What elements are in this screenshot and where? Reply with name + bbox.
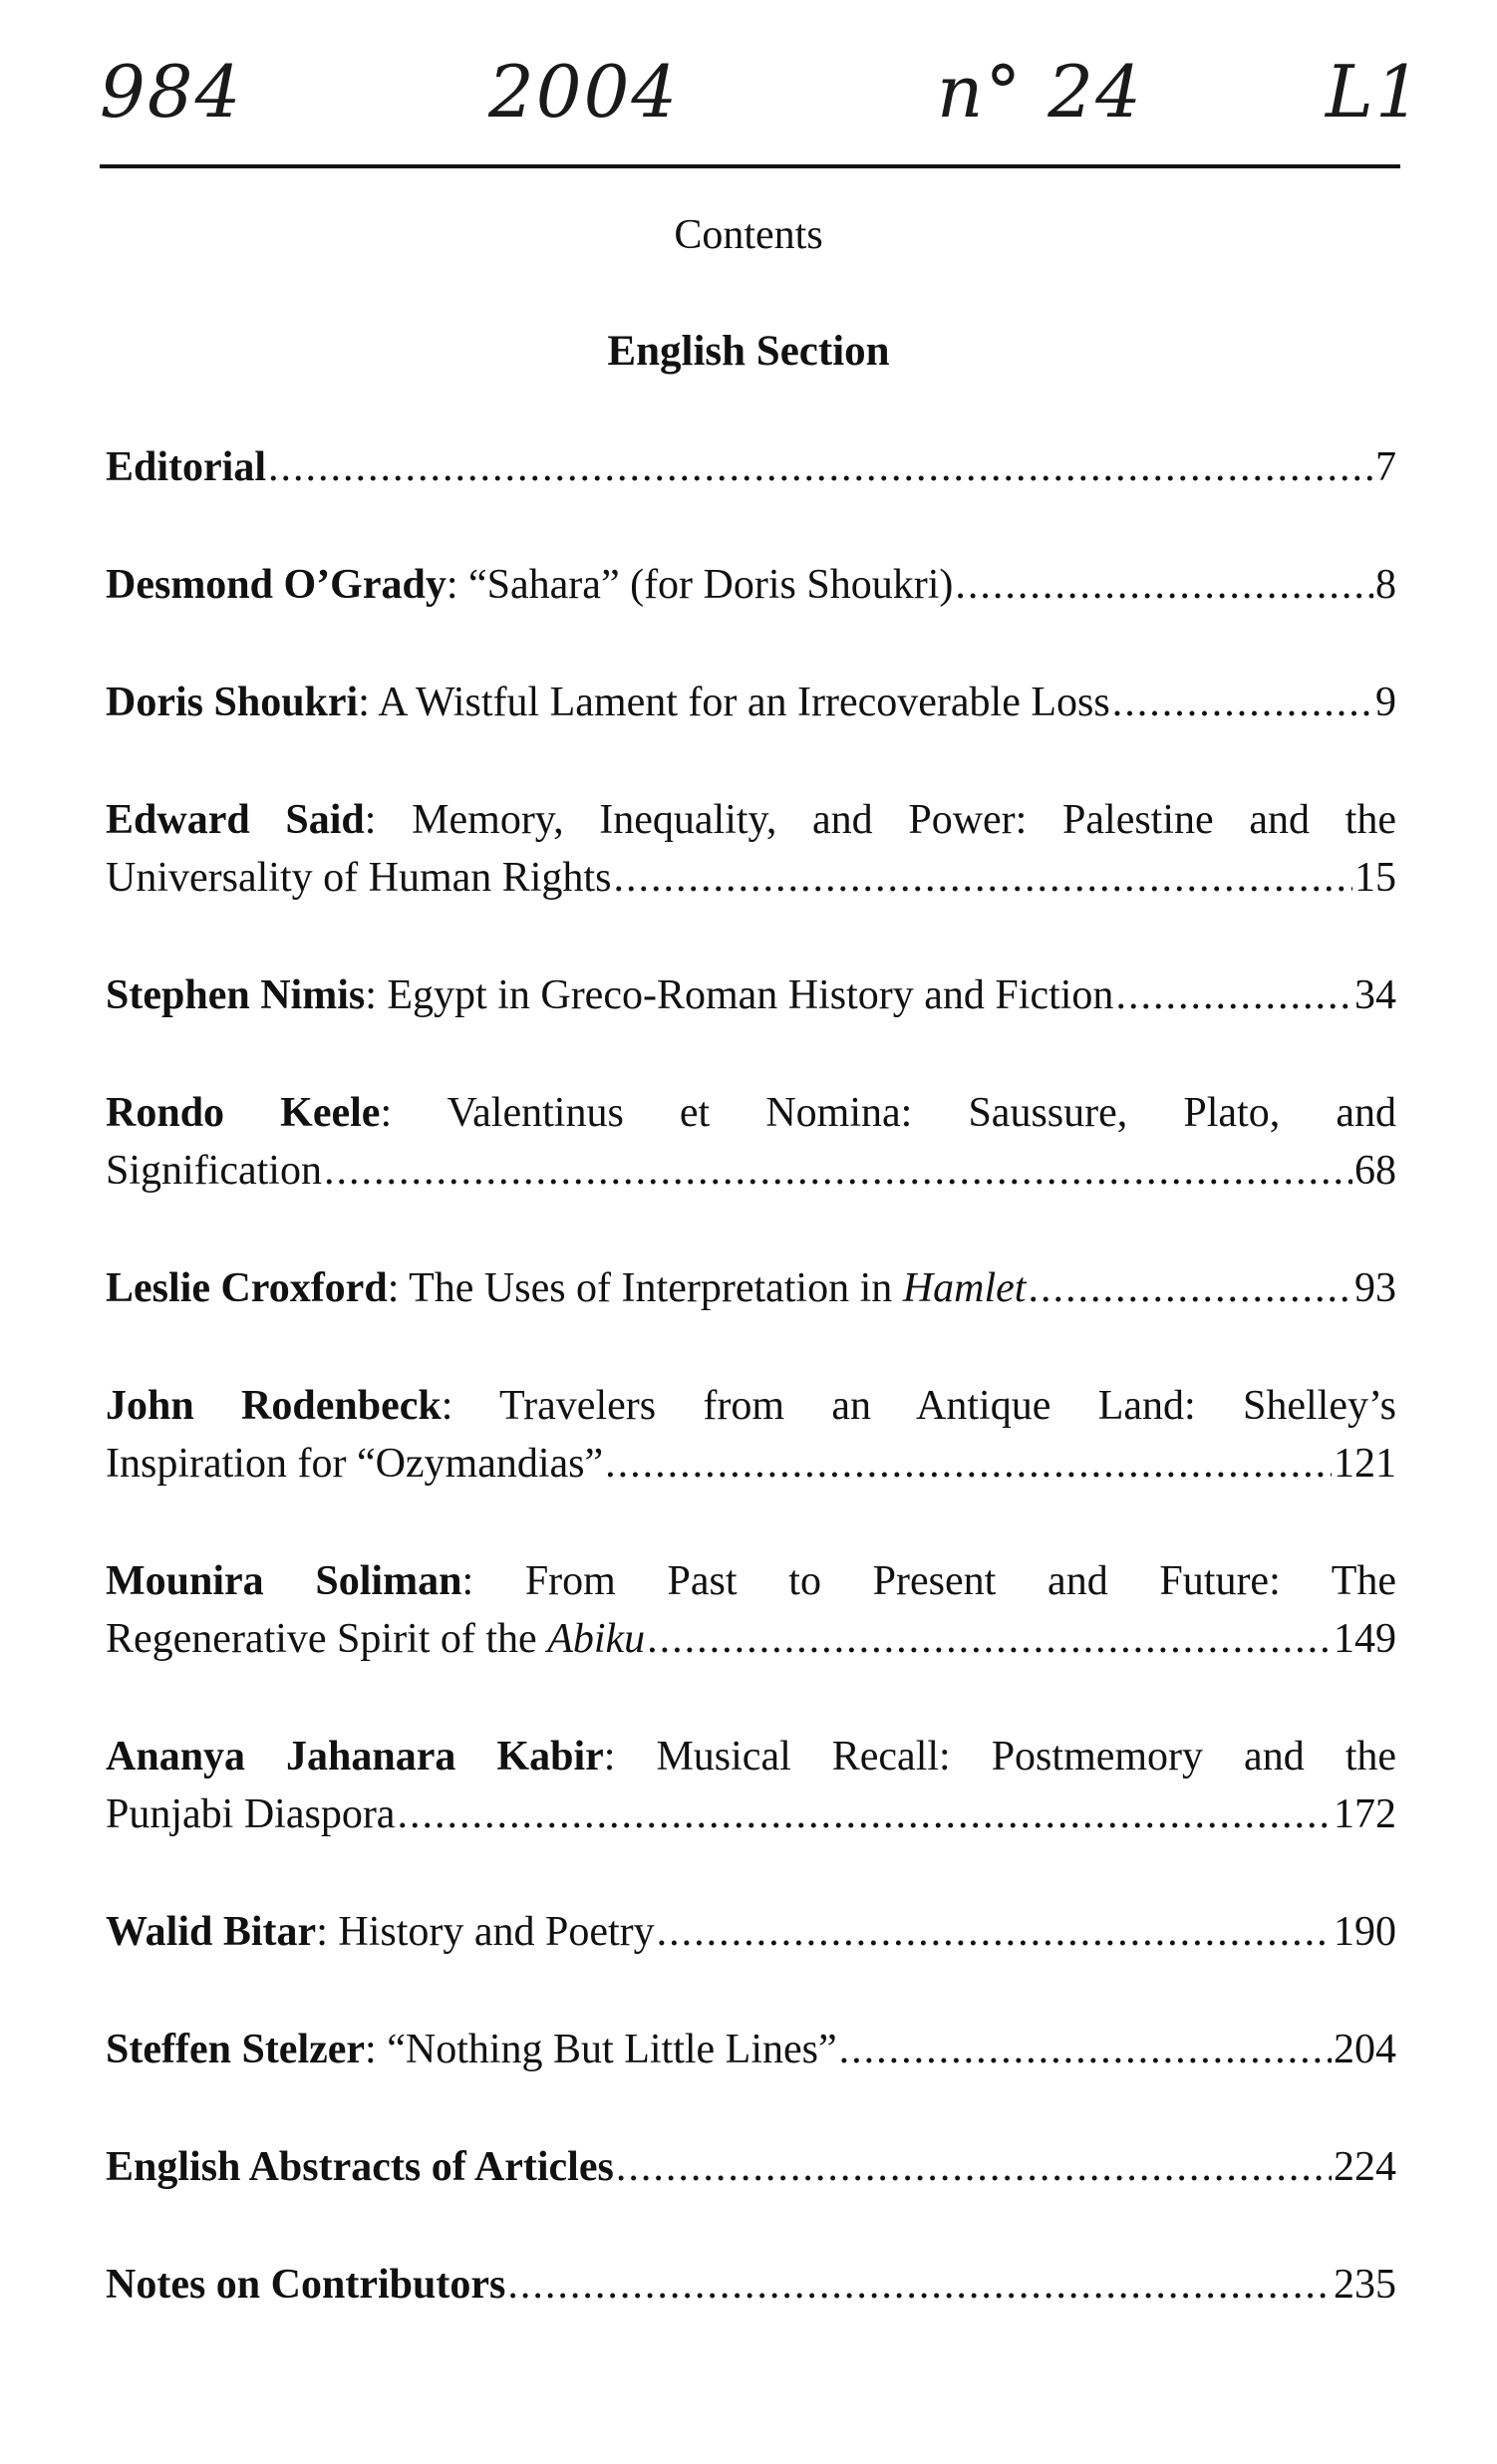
entry-author: Editorial	[106, 444, 267, 490]
entry-title: : Valentinus et Nomina: Saussure, Plato, and	[380, 1090, 1396, 1136]
dot-leader	[605, 1435, 1332, 1493]
dot-leader	[657, 1903, 1332, 1961]
entry-title: : Egypt in Greco-Roman History and Fiction	[365, 972, 1114, 1018]
toc-line	[106, 1552, 1396, 1610]
dot-leader	[1028, 1259, 1352, 1317]
toc-entry	[106, 1552, 1396, 1668]
handwritten-issue-number: n° 24	[937, 50, 1143, 134]
toc-line	[106, 674, 1396, 731]
entry-title-continued: Punjabi Diaspora	[106, 1791, 396, 1837]
entry-title: : A Wistful Lament for an Irrecoverable Loss	[358, 680, 1110, 725]
entry-page: 9	[1375, 680, 1396, 725]
toc-entry	[106, 1084, 1396, 1200]
handwritten-year: 2004	[488, 50, 680, 134]
entry-title: : “Nothing But Little Lines”	[365, 2027, 837, 2072]
toc-line	[106, 1903, 1396, 1961]
toc-entry	[106, 1728, 1396, 1843]
entry-page: 7	[1375, 444, 1396, 490]
entry-page: 121	[1334, 1441, 1396, 1487]
entry-title-continued: Inspiration for “Ozymandias”	[106, 1441, 604, 1487]
entry-page: 15	[1354, 855, 1396, 901]
entry-title-continued: Regenerative Spirit of the	[106, 1616, 548, 1662]
dot-leader	[268, 438, 1373, 496]
toc-entry	[106, 674, 1396, 731]
dot-leader	[647, 1610, 1332, 1668]
toc-entry	[106, 1377, 1396, 1493]
entry-author: Desmond O’Grady	[106, 562, 447, 608]
toc-line	[106, 1728, 1396, 1785]
toc-entry	[106, 1259, 1396, 1317]
entry-page: 68	[1354, 1148, 1396, 1194]
toc-line	[106, 849, 1396, 907]
page-title: Contents	[674, 212, 823, 258]
entry-title-italic: Hamlet	[902, 1265, 1027, 1311]
entry-author: Leslie Croxford	[106, 1265, 388, 1311]
dot-leader	[955, 556, 1373, 614]
toc-entry	[106, 2138, 1396, 2196]
toc-line	[106, 1142, 1396, 1200]
entry-title: : “Sahara” (for Doris Shoukri)	[446, 562, 954, 608]
entry-title: : Musical Recall: Postmemory and the	[603, 1734, 1397, 1780]
toc-entry	[106, 1903, 1396, 1961]
entry-title-continued: Signification	[106, 1148, 322, 1194]
toc-entry	[106, 438, 1396, 496]
entry-page: 149	[1334, 1616, 1396, 1662]
toc-line	[106, 2021, 1396, 2078]
toc-line	[106, 1377, 1396, 1435]
toc-line	[106, 556, 1396, 614]
entry-author: Notes on Contributors	[106, 2262, 506, 2308]
toc-entry	[106, 966, 1396, 1024]
toc-line	[106, 1610, 1396, 1668]
dot-leader	[1112, 674, 1373, 731]
dot-leader	[324, 1142, 1352, 1200]
entry-page: 93	[1354, 1265, 1396, 1311]
toc-entry	[106, 791, 1396, 907]
toc-line	[106, 966, 1396, 1024]
entry-page: 224	[1334, 2144, 1396, 2190]
entry-page: 34	[1354, 972, 1396, 1018]
entry-title: : The Uses of Interpretation in	[387, 1265, 903, 1311]
entry-title: : Travelers from an Antique Land: Shelley’s	[441, 1383, 1396, 1429]
toc-line	[106, 1435, 1396, 1493]
toc-entry	[106, 556, 1396, 614]
section-heading: English Section	[607, 328, 890, 375]
entry-title: : Memory, Inequality, and Power: Palestine and the	[364, 797, 1396, 843]
dot-leader	[839, 2021, 1332, 2078]
dot-leader	[1115, 966, 1352, 1024]
toc-line	[106, 2256, 1396, 2314]
entry-author: Walid Bitar	[106, 1909, 317, 1955]
dot-leader	[397, 1785, 1332, 1843]
entry-author: John Rodenbeck	[106, 1383, 442, 1429]
toc-line	[106, 1785, 1396, 1843]
entry-page: 172	[1334, 1791, 1396, 1837]
dot-leader	[507, 2256, 1332, 2314]
dot-leader	[613, 849, 1352, 907]
toc-entry	[106, 2021, 1396, 2078]
entry-title-italic: Abiku	[547, 1616, 646, 1662]
entry-title-continued: Universality of Human Rights	[106, 855, 612, 901]
entry-page: 235	[1334, 2262, 1396, 2308]
entry-author: Mounira Soliman	[106, 1558, 462, 1604]
entry-author: Ananya Jahanara Kabir	[106, 1734, 604, 1780]
entry-author: Rondo Keele	[106, 1090, 381, 1136]
entry-page: 204	[1334, 2027, 1396, 2072]
entry-title: : From Past to Present and Future: The	[461, 1558, 1396, 1604]
toc-line	[106, 791, 1396, 849]
entry-page: 8	[1375, 562, 1396, 608]
entry-author: Edward Said	[106, 797, 365, 843]
handwritten-mark: L1	[1326, 50, 1423, 134]
entry-author: Steffen Stelzer	[106, 2027, 366, 2072]
dot-leader	[616, 2138, 1332, 2196]
handwritten-call-number: 984	[100, 50, 243, 134]
entry-author: Doris Shoukri	[106, 680, 359, 725]
toc-line	[106, 2138, 1396, 2196]
entry-author: English Abstracts of Articles	[106, 2144, 614, 2190]
entry-author: Stephen Nimis	[106, 972, 366, 1018]
handwritten-annotation	[0, 50, 1497, 169]
header-rule	[100, 164, 1400, 168]
entry-title: : History and Poetry	[316, 1909, 655, 1955]
toc-line	[106, 1259, 1396, 1317]
entry-page: 190	[1334, 1909, 1396, 1955]
toc-entry	[106, 2256, 1396, 2314]
toc-line	[106, 1084, 1396, 1142]
toc-line	[106, 438, 1396, 496]
